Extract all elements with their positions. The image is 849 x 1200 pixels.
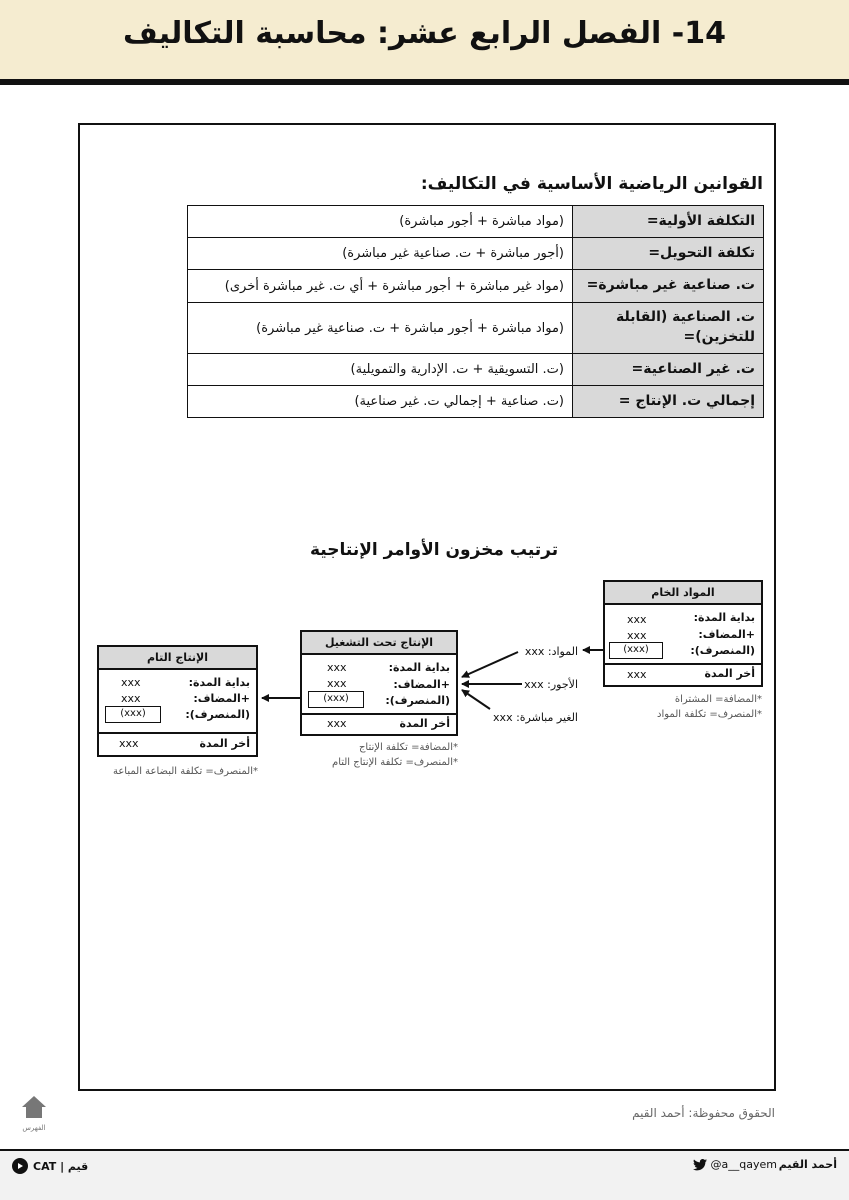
box-title: الإنتاج تحت التشغيل	[302, 632, 456, 655]
indirect-arrow	[462, 690, 490, 709]
input-wages-label: الأجور: xxx	[524, 678, 578, 691]
box-title: المواد الخام	[605, 582, 761, 605]
added-value: xxx	[327, 677, 347, 690]
home-icon	[20, 1094, 48, 1120]
finished-note-1: *المنصرف= تكلفة البضاعة المباعة	[112, 766, 258, 777]
issued-label: (المنصرف):	[690, 644, 755, 657]
input-indirect-label: الغير مباشرة: xxx	[493, 711, 578, 724]
formula-label: إجمالي ت. الإنتاج =	[573, 386, 764, 418]
added-label: +المضاف:	[393, 678, 450, 691]
formulas-title: القوانين الرياضية الأساسية في التكاليف:	[420, 174, 763, 194]
added-value: xxx	[121, 692, 141, 705]
raw-note-2: *المنصرف= تكلفة المواد	[657, 709, 762, 720]
input-materials-label: المواد: xxx	[524, 645, 578, 658]
formula-label: التكلفة الأولية=	[573, 206, 764, 238]
formula-value: (أجور مباشرة + ت. صناعية غير مباشرة)	[188, 238, 573, 270]
added-label: +المضاف:	[698, 628, 755, 641]
end-value: xxx	[327, 717, 347, 730]
formula-label: تكلفة التحويل=	[573, 238, 764, 270]
end-label: أخر المدة	[399, 717, 450, 730]
issued-label: (المنصرف):	[385, 694, 450, 707]
end-value: xxx	[627, 668, 647, 681]
formula-value: (ت. صناعية + إجمالي ت. غير صناعية)	[188, 386, 573, 418]
diagram-title: ترتيب مخزون الأوامر الإنتاجية	[310, 540, 559, 560]
begin-value: xxx	[327, 661, 347, 674]
formula-value: (مواد غير مباشرة + أجور مباشرة + أي ت. غير مباشرة أخرى)	[188, 270, 573, 303]
formula-value: (مواد مباشرة + أجور مباشرة + ت. صناعية غير مباشرة)	[188, 303, 573, 354]
formula-label: ت. الصناعية (القابلة للتخزين)=	[573, 303, 764, 354]
channel-name: قيم | CAT	[33, 1159, 89, 1173]
twitter-icon	[693, 1159, 707, 1171]
begin-value: xxx	[121, 676, 141, 689]
author-name: أحمد القيم	[778, 1158, 837, 1171]
raw-note-1: *المضافة= المشتراة	[674, 694, 762, 705]
end-label: أخر المدة	[199, 737, 250, 750]
begin-label: بداية المدة:	[188, 676, 250, 689]
twitter-handle-text: @a__qayem	[710, 1158, 777, 1171]
issued-value: (xxx)	[609, 642, 663, 659]
issued-value: (xxx)	[105, 706, 161, 723]
home-label: الفهرس	[22, 1124, 46, 1132]
home-button[interactable]	[18, 1094, 50, 1132]
twitter-handle[interactable]	[693, 1158, 777, 1171]
wip-note-2: *المنصرف= تكلفة الإنتاج التام	[332, 757, 458, 768]
formula-label: ت. غير الصناعية=	[573, 354, 764, 386]
added-value: xxx	[627, 629, 647, 642]
end-label: أخر المدة	[704, 667, 755, 680]
end-value: xxx	[119, 737, 139, 750]
begin-value: xxx	[627, 613, 647, 626]
begin-label: بداية المدة:	[388, 661, 450, 674]
youtube-icon	[12, 1158, 28, 1174]
rights-text: الحقوق محفوظة: أحمد القيم	[632, 1106, 775, 1120]
page-title: 14- الفصل الرابع عشر: محاسبة التكاليف	[123, 16, 726, 51]
formula-value: (ت. التسويقية + ت. الإدارية والتمويلية)	[188, 354, 573, 386]
begin-label: بداية المدة:	[693, 611, 755, 624]
formula-label: ت. صناعية غير مباشرة=	[573, 270, 764, 303]
wip-note-1: *المضافة= تكلفة الإنتاج	[358, 742, 458, 753]
box-title: الإنتاج التام	[99, 647, 256, 670]
added-label: +المضاف:	[193, 692, 250, 705]
youtube-channel[interactable]	[12, 1158, 88, 1174]
issued-value: (xxx)	[308, 691, 364, 708]
issued-label: (المنصرف):	[185, 708, 250, 721]
formula-value: (مواد مباشرة + أجور مباشرة)	[188, 206, 573, 238]
materials-arrow	[462, 652, 518, 677]
